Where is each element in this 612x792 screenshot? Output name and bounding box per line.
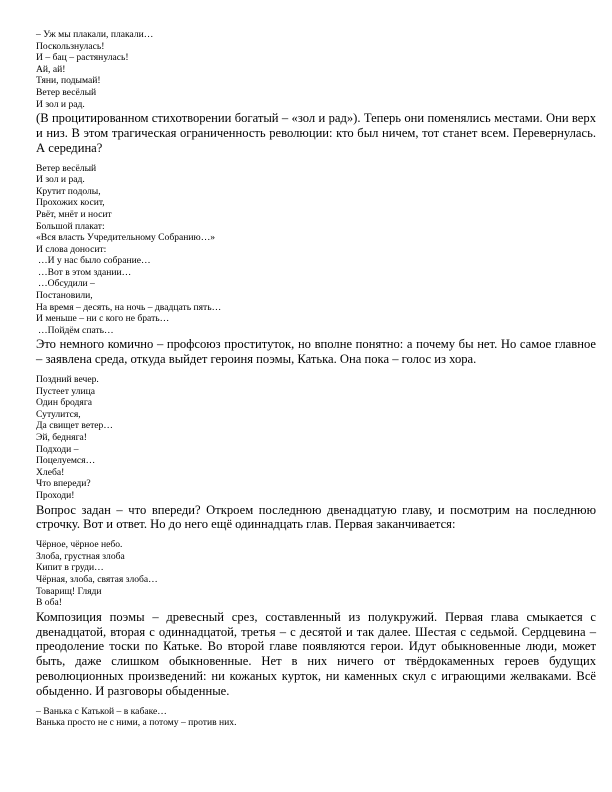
prose-paragraph: Это немного комично – профсоюз проституток, но вполне понятно: а почему бы нет. Но самое главное – заявлена среда, откуда выйдет героиня поэмы, Катька. Она пока – голос из хора.: [36, 337, 596, 367]
verse-line: Поздний вечер.: [36, 374, 99, 386]
verse-line: Прохожих косит,: [36, 197, 105, 209]
verse-line: И зол и рад.: [36, 98, 85, 110]
verse-line: Злоба, грустная злоба: [36, 550, 125, 562]
verse-line: …И у нас было собрание…: [38, 255, 151, 267]
verse-line: Чёрное, чёрное небо.: [36, 539, 123, 551]
verse-line: Ветер весёлый: [36, 162, 97, 174]
verse-line: Чёрная, злоба, святая злоба…: [36, 573, 158, 585]
verse-quote: [36, 29, 596, 110]
verse-line: И меньше – ни с кого не брать…: [36, 313, 170, 325]
verse-line: Поскользнулась!: [36, 40, 105, 52]
verse-line: – Уж мы плакали, плакали…: [36, 29, 154, 40]
verse-line: И – бац – растянулась!: [36, 52, 129, 64]
prose-paragraph: Вопрос задан – что впереди? Откроем последнюю двенадцатую главу, и посмотрим на последнюю строчку. Вот и ответ. Но до него ещё одиннадцать глав. Первая заканчивается:: [36, 502, 596, 532]
verse-line: Подходи –: [36, 443, 79, 455]
prose-paragraph: Композиция поэмы – древесный срез, составленный из полукружий. Первая глава смыкается с двенадцатой, вторая с одиннадцатой, третья – с десятой и так далее. Шестая с седьмой. Сердцевина – преодоление тоски по Катьке. Во второй главе появляются герои. Идут обыкновенные люди, может быть, даже слишком обыкновенные. Нет в них ничего от твёрдокаменных героев будущих революционных произведений: ни кожаных курток, ни каменных скул с играющими желваками. Всё обыденно. И разговоры обыденные.: [36, 609, 596, 698]
verse-line: Тяни, подымай!: [36, 75, 101, 87]
verse-line: – Ванька с Катькой – в кабаке…: [36, 705, 167, 717]
verse-line: Крутит подолы,: [36, 185, 101, 197]
verse-line: «Вся власть Учредительному Собранию…»: [36, 232, 216, 244]
verse-quote: [36, 706, 596, 729]
verse-line: Сутулится,: [36, 408, 81, 420]
verse-line: И зол и рад.: [36, 174, 85, 186]
verse-line: И слова доносит:: [36, 243, 107, 255]
verse-line: …Обсудили –: [38, 278, 95, 290]
verse-line: Рвёт, мнёт и носит: [36, 208, 112, 220]
verse-line: Хлеба!: [36, 466, 65, 478]
verse-line: Проходи!: [36, 489, 75, 501]
verse-line: Ветер весёлый: [36, 86, 97, 98]
verse-quote: [36, 374, 596, 502]
verse-line: Постановили,: [36, 290, 93, 302]
verse-line: Что впереди?: [36, 478, 91, 490]
verse-quote: [36, 539, 596, 609]
document-body: [36, 29, 596, 729]
verse-line: Кипит в груди…: [36, 562, 104, 574]
verse-line: …Пойдём спать…: [38, 324, 114, 336]
verse-quote: [36, 163, 596, 337]
verse-line: Большой плакат:: [36, 220, 105, 232]
verse-line: Эй, бедняга!: [36, 432, 87, 444]
verse-line: Да свищет ветер…: [36, 420, 113, 432]
verse-line: Один бродяга: [36, 397, 93, 409]
verse-line: …Вот в этом здании…: [38, 266, 132, 278]
verse-line: Пустеет улица: [36, 385, 95, 397]
verse-line: В оба!: [36, 597, 62, 609]
verse-line: Поцелуемся…: [36, 455, 96, 467]
prose-paragraph: (В процитированном стихотворении богатый – «зол и рад»). Теперь они поменялись местами. Они верх и низ. В этом трагическая ограниченность революции: кто был ничем, тот станет всем. Перевернулась. А середина?: [36, 111, 596, 155]
verse-line: Ай, ай!: [36, 63, 66, 75]
verse-line: На время – десять, на ночь – двадцать пять…: [36, 301, 222, 313]
verse-line: Товарищ! Гляди: [36, 585, 102, 597]
verse-line: Ванька просто не с ними, а потому – против них.: [36, 717, 237, 729]
